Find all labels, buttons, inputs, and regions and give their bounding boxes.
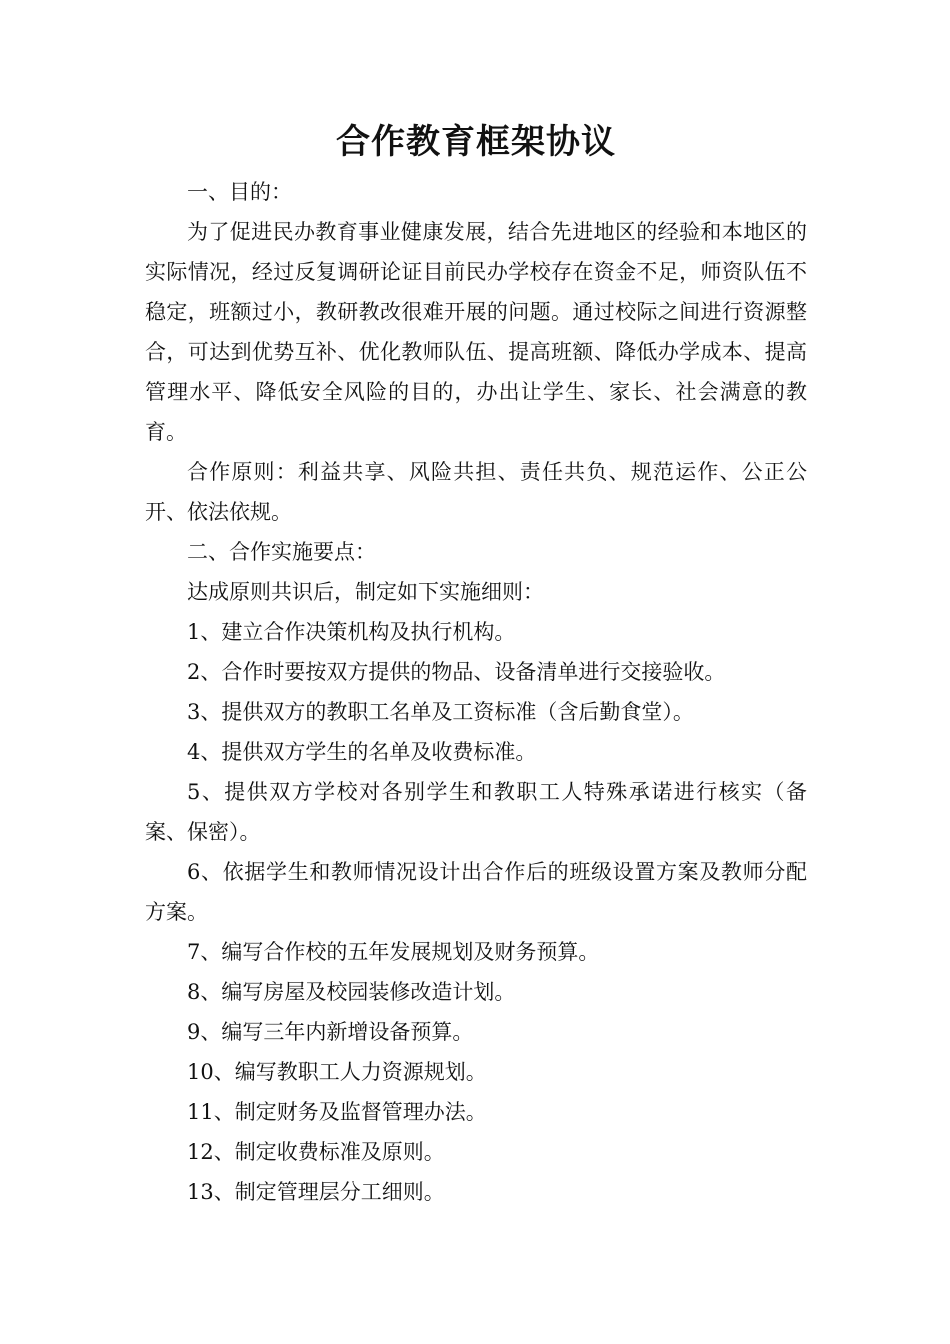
- paragraph-implementation-intro: 达成原则共识后，制定如下实施细则：: [187, 580, 544, 604]
- list-item: 9、编写三年内新增设备预算。: [187, 1020, 474, 1044]
- list-item: 8、编写房屋及校园装修改造计划。: [187, 980, 516, 1004]
- paragraph-purpose-body: 为了促进民办教育事业健康发展，结合先进地区的经验和本地区的实际情况，经过反复调研论证目前民办学校存在资金不足，师资队伍不稳定，班额过小，教研教改很难开展的问题。通过校际之间进行资源整合，可达到优势互补、优化教师队伍、提高班额、降低办学成本、提高管理水平、降低安全风险的目的，办出让学生、家长、社会满意的教育。: [145, 220, 807, 444]
- list-item: 3、提供双方的教职工名单及工资标准（含后勤食堂）。: [187, 700, 694, 724]
- list-item: 7、编写合作校的五年发展规划及财务预算。: [187, 940, 600, 964]
- document-page: [145, 112, 807, 1212]
- list-item: 13、制定管理层分工细则。: [187, 1180, 445, 1204]
- list-item: 1、建立合作决策机构及执行机构。: [187, 620, 516, 644]
- document-title: 合作教育框架协议: [336, 122, 616, 162]
- paragraph-cooperation-principles: 合作原则：利益共享、风险共担、责任共负、规范运作、公正公开、依法依规。: [145, 460, 807, 524]
- list-item: 4、提供双方学生的名单及收费标准。: [187, 740, 537, 764]
- list-item: 12、制定收费标准及原则。: [187, 1140, 445, 1164]
- section-heading-purpose: 一、目的：: [187, 180, 292, 204]
- list-item: 2、合作时要按双方提供的物品、设备清单进行交接验收。: [187, 660, 726, 684]
- list-item: 5、提供双方学校对各别学生和教职工人特殊承诺进行核实（备案、保密）。: [145, 780, 807, 844]
- list-item: 6、依据学生和教师情况设计出合作后的班级设置方案及教师分配方案。: [145, 860, 807, 924]
- list-item: 10、编写教职工人力资源规划。: [187, 1060, 487, 1084]
- list-item: 11、制定财务及监督管理办法。: [187, 1100, 487, 1124]
- section-heading-implementation: 二、合作实施要点：: [187, 540, 376, 564]
